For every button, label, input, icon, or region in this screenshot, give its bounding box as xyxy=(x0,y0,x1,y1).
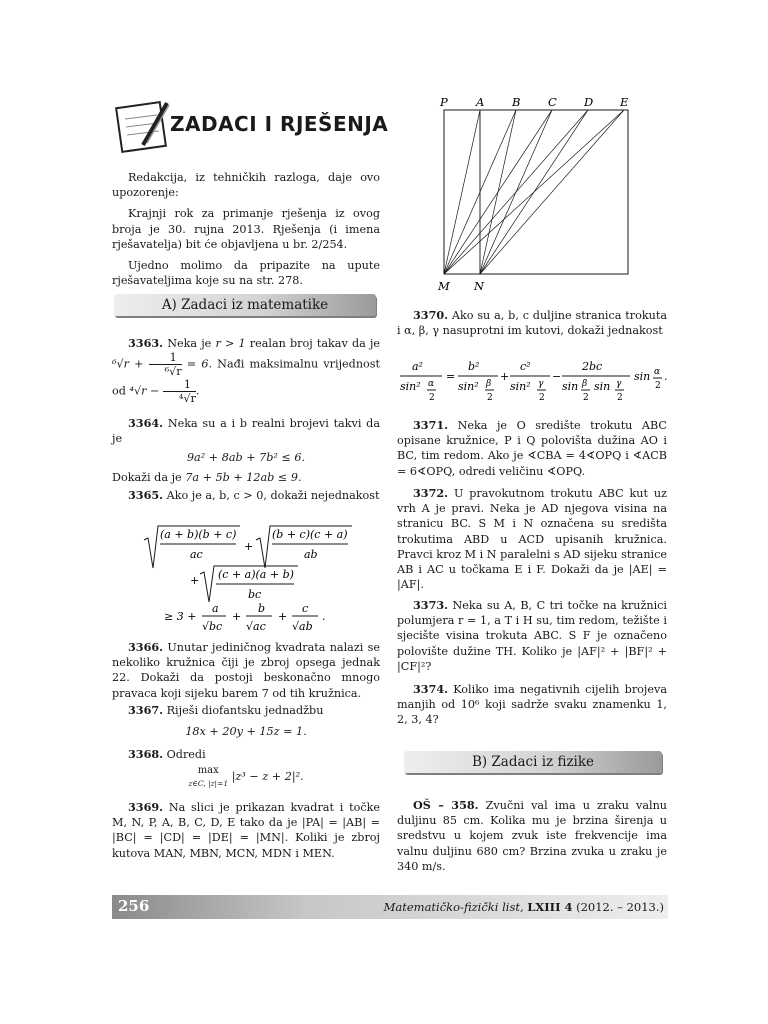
problem-3366: 3366. Unutar jediničnog kvadrata nalazi se nekoliko kružnica čiji je zbroj opsega jednak 22. Dokaži da postoji beskonačno mnogo pravaca koji sijeku barem 7 od tih kružnica. xyxy=(112,640,380,700)
svg-text:2bc: 2bc xyxy=(582,360,603,373)
svg-text:sin²: sin² xyxy=(400,380,421,393)
problem-3372: 3372. U pravokutnom trokutu ABC kut uz vrh A je pravi. Neka je AD njegova visina na stranicu BC. S M i N označena su središta trokutima ABD u ACD upisanih kružnica. Pravci kroz M i N paralelni s AD sijeku stranice AB i AC u točkama E i F. Dokaži da je |AE| = |AF|. xyxy=(397,486,667,592)
svg-text:√ac: √ac xyxy=(246,620,266,633)
problem-3374: 3374. Koliko ima negativnih cijelih brojeva manjih od 10⁶ koji sadrže svaku znamenku 1, 2, 3, 4? xyxy=(397,682,667,727)
section-a-title: A) Zadaci iz matematike xyxy=(161,297,329,313)
svg-text:ac: ac xyxy=(190,548,203,561)
svg-text:sin: sin xyxy=(634,370,651,383)
notice-p1: Redakcija, iz tehničkih razloga, daje ovo upozorenje: xyxy=(112,171,380,200)
svg-text:.: . xyxy=(322,610,326,623)
label-E: E xyxy=(620,95,629,109)
problem-3373: 3373. Neka su A, B, C tri točke na kružnici polumjera r = 1, a T i H su, tim redom, težište i sjecište visina trokuta ABC. S F je označeno polovište dužine TH. Koliko je |AF|² + |BF|² + |CF|²? xyxy=(397,598,667,673)
svg-text:b²: b² xyxy=(468,360,480,373)
problem-3365: 3365. Ako je a, b, c > 0, dokaži nejednakost xyxy=(128,488,380,502)
label-N: N xyxy=(474,279,485,293)
label-A: A xyxy=(476,95,485,109)
section-b-title: B) Zadaci iz fizike xyxy=(471,754,595,770)
svg-text:c²: c² xyxy=(520,360,531,373)
formula-3367: 18x + 20y + 15z = 1. xyxy=(185,725,307,739)
svg-text:(b + c)(c + a): (b + c)(c + a) xyxy=(272,528,348,541)
label-P: P xyxy=(440,95,448,109)
svg-text:(a + b)(b + c): (a + b)(b + c) xyxy=(160,528,237,541)
label-C: C xyxy=(548,95,557,109)
problem-number: 3363. xyxy=(128,336,164,350)
svg-text:α: α xyxy=(654,367,661,377)
problem-3371: 3371. Neka je O središte trokutu ABC opisane kružnice, P i Q polovišta dužina AO i BC, tim redom. Ako je ∢CBA = 4∢OPQ i ∢ACB = 6∢OPQ, odredi veličinu ∢OPQ. xyxy=(397,418,667,478)
svg-text:α: α xyxy=(428,379,435,389)
svg-text:+: + xyxy=(232,610,242,623)
svg-text:2: 2 xyxy=(583,393,589,403)
problem-os358: OŠ – 358. Zvučni val ima u zraku valnu duljinu 85 cm. Kolika mu je brzina širenja u sredstvu u kojem zvuk iste frekvencije ima valnu duljinu 680 cm? Brzina zvuka u zraku je 340 m/s. xyxy=(397,798,667,873)
svg-text:2: 2 xyxy=(539,393,545,403)
svg-text:a²: a² xyxy=(412,360,423,373)
svg-text:=: = xyxy=(446,370,456,383)
svg-text:√ab: √ab xyxy=(292,620,313,633)
square-figure xyxy=(432,94,642,294)
svg-text:γ: γ xyxy=(616,379,622,389)
notice-p3: Ujedno molimo da pripazite na upute rješavateljima koje su na str. 278. xyxy=(112,259,380,288)
svg-text:2: 2 xyxy=(617,393,623,403)
svg-text:bc: bc xyxy=(248,588,262,601)
label-B: B xyxy=(512,95,521,109)
svg-text:a: a xyxy=(212,602,219,615)
svg-text:γ: γ xyxy=(538,379,544,389)
label-M: M xyxy=(438,279,450,293)
svg-text:≥ 3 +: ≥ 3 + xyxy=(164,610,197,623)
section-b-banner xyxy=(404,751,662,773)
svg-text:sin²: sin² xyxy=(458,380,479,393)
svg-text:sin: sin xyxy=(562,380,579,393)
svg-text:√bc: √bc xyxy=(202,620,223,633)
svg-text:ab: ab xyxy=(304,548,318,561)
svg-text:+: + xyxy=(244,540,254,553)
section-a-banner xyxy=(114,294,376,316)
svg-text:β: β xyxy=(582,379,588,389)
svg-text:.: . xyxy=(664,370,668,383)
svg-text:−: − xyxy=(552,370,562,383)
page-title: ZADACI I RJEŠENJA xyxy=(170,112,389,136)
formula-3370 xyxy=(398,356,670,408)
svg-text:+: + xyxy=(500,370,510,383)
svg-text:2: 2 xyxy=(429,393,435,403)
svg-text:2: 2 xyxy=(655,381,661,391)
label-D: D xyxy=(584,95,594,109)
problem-3368: 3368. Odredi max z∈C, |z|=1 |z³ − z + 2|². xyxy=(128,747,304,789)
svg-text:sin²: sin² xyxy=(510,380,531,393)
svg-text:2: 2 xyxy=(487,393,493,403)
svg-text:sin: sin xyxy=(594,380,611,393)
formula-3364: 9a² + 8ab + 7b² ≤ 6. xyxy=(186,451,306,465)
problem-3367: 3367. Riješi diofantsku jednadžbu 18x + 20y + 15z = 1. xyxy=(112,703,380,739)
page-number: 256 xyxy=(118,897,150,915)
notice xyxy=(112,170,380,294)
problem-3363: 3363. Neka je r > 1 realan broj takav da je ⁶√r + $\frac{1}{\text{⁶√r}}$ = 6. Nađi maksimalnu vrijednost od ⁴√r − $\frac{1}{\text{⁴√r}}$ . xyxy=(112,336,381,406)
formula-3365 xyxy=(120,522,380,636)
notice-p2: Krajnji rok za primanje rješenja iz ovog broja je 30. rujna 2013. Rješenja (i imena rješavatelja) bit će objavljena u br. 2/254. xyxy=(112,207,380,251)
svg-text:c: c xyxy=(302,602,309,615)
problem-3369: 3369. Na slici je prikazan kvadrat i točke M, N, P, A, B, C, D, E tako da je |PA| = |AB| = |BC| = |CD| = |DE| = |MN|. Koliki je zbroj kutova MAN, MBN, MCN, MDN i MEN. xyxy=(112,800,380,860)
problem-3370: 3370. Ako su a, b, c duljine stranica trokuta i α, β, γ nasuprotni im kutovi, dokaži jednakost xyxy=(397,308,667,338)
svg-text:β: β xyxy=(486,379,492,389)
svg-text:+: + xyxy=(190,574,200,587)
svg-text:b: b xyxy=(258,602,266,615)
svg-text:+: + xyxy=(278,610,288,623)
svg-text:(c + a)(a + b): (c + a)(a + b) xyxy=(218,568,294,581)
footer-journal: Matematičko-fizički list, LXIII 4 (2012. – 2013.) xyxy=(383,900,664,914)
problem-3364: 3364. Neka su a i b realni brojevi takvi da je 9a² + 8ab + 7b² ≤ 6. Dokaži da je 7a + 5b + 12ab ≤ 9. xyxy=(112,416,380,484)
